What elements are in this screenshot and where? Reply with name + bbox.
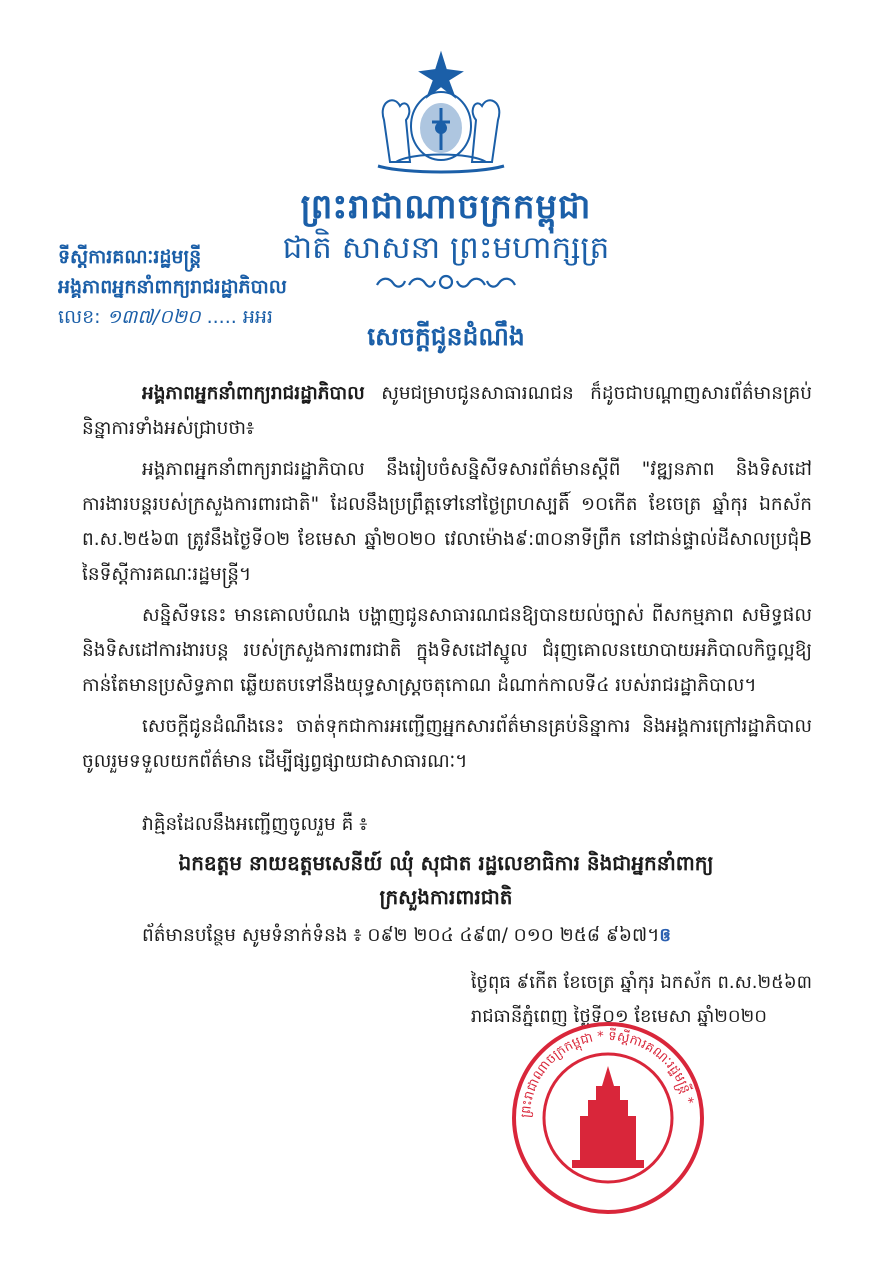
office-line-1: ទីស្ដីការគណៈរដ្ឋមន្ត្រី <box>58 246 202 268</box>
office-line-2: អង្គភាពអ្នកនាំពាក្យរាជរដ្ឋាភិបាល <box>58 276 287 298</box>
royal-arms-emblem <box>366 50 516 180</box>
paragraph-1 <box>82 376 812 446</box>
official-seal-stamp <box>510 1020 706 1216</box>
date-solar: រាជធានីភ្នំពេញ ថ្ងៃទី០១ ខែមេសា ឆ្នាំ២០២០ <box>470 1006 768 1027</box>
issuing-office <box>58 242 287 332</box>
reference-suffix: ..... អអរ <box>206 306 273 328</box>
paragraph-2: អង្គភាពអ្នកនាំពាក្យរាជរដ្ឋាភិបាល នឹងរៀបចំសន្និសីទសារព័ត៌មានស្ដីពី "វឌ្ឍនភាព និងទិសដៅការងារបន្តរបស់ក្រសួងការពារជាតិ" ដែលនឹងប្រព្រឹត្តទៅនៅថ្ងៃព្រហស្បតិ៍ ១០កើត ខែចេត្រ ឆ្នាំកុរ ឯកស័ក ព.ស.២៥៦៣ ត្រូវនឹងថ្ងៃទី០២ ខែមេសា ឆ្នាំ២០២០ វេលាម៉ោង៩:៣០នាទីព្រឹក នៅជាន់ផ្ទាល់ដីសាលប្រជុំB នៃទីស្ដីការគណៈរដ្ឋមន្ត្រី។ <box>82 459 812 585</box>
seal-text: ព្រះរាជាណាចក្រកម្ពុជា * ទីស្ដីការគណៈរដ្ឋមន្ត្រី * <box>518 1028 696 1119</box>
kingdom-name: ព្រះរាជាណាចក្រកម្ពុជា <box>300 187 592 227</box>
reference-label: លេខ: <box>58 306 101 328</box>
paragraph-1-lead: អង្គភាពអ្នកនាំពាក្យរាជរដ្ឋាភិបាល <box>142 383 365 404</box>
national-motto: ជាតិ សាសនា ព្រះមហាក្សត្រ <box>282 230 610 266</box>
speaker-line-2: ក្រសួងការពារជាតិ <box>379 885 513 909</box>
document-body <box>82 376 812 785</box>
date-lunar: ថ្ងៃពុធ ៩កើត ខែចេត្រ ឆ្នាំកុរ ឯកស័ក ព.ស.២៥៦៣ <box>470 972 812 993</box>
paragraph-3: សន្និសីទនេះ មានគោលបំណង បង្ហាញជូនសាធារណជនឱ្យបានយល់ច្បាស់ ពីសកម្មភាព សមិទ្ធផល និងទិសដៅការងារបន្ត របស់ក្រសួងការពារជាតិ ក្នុងទិសដៅស្នូល ជំរុញគោលនយោបាយអភិបាលកិច្ចល្អឱ្យកាន់តែមានប្រសិទ្ធភាព ឆ្លើយតបទៅនឹងយុទ្ធសាស្ត្រចតុកោណ ដំណាក់កាលទី៤ របស់រាជរដ្ឋាភិបាល។ <box>82 605 812 696</box>
paragraph-4: សេចក្ដីជូនដំណឹងនេះ ចាត់ទុកជាការអញ្ជើញអ្នកសារព័ត៌មានគ្រប់និន្នាការ និងអង្គការក្រៅរដ្ឋាភិបាល ចូលរួមទទួលយកព័ត៌មាន ដើម្បីផ្សព្វផ្សាយជាសាធារណៈ។ <box>82 716 812 772</box>
contact-text: ព័ត៌មានបន្ថែម សូមទំនាក់ទំនង ៖ ០៩២ ២០៤ ៤៩៣/ ០១០ ២៥៨ ៩៦៧។ <box>142 925 660 946</box>
reference-value: ១៣៧/០២០ <box>106 306 201 328</box>
speaker-invite-label: វាគ្មិនដែលនឹងអញ្ជើញចូលរួម គឺ ៖ <box>142 814 368 835</box>
document-title: សេចក្ដីជូនដំណឹង <box>367 322 525 351</box>
paragraph-1-rest: សូមជម្រាបជូនសាធារណជន ក៏ដូចជាបណ្ដាញសារព័ត៌មានគ្រប់និន្នាការទាំងអស់ជ្រាបថា៖ <box>82 383 812 439</box>
ornament-icon <box>371 273 521 291</box>
speaker-name <box>0 846 892 914</box>
speaker-line-1: ឯកឧត្តម នាយឧត្តមសេនីយ៍ ឈុំ សុជាត រដ្ឋលេខាធិការ និងជាអ្នកនាំពាក្យ <box>178 851 714 875</box>
contact-info <box>142 924 671 951</box>
contact-mark: ឲ <box>659 925 672 946</box>
